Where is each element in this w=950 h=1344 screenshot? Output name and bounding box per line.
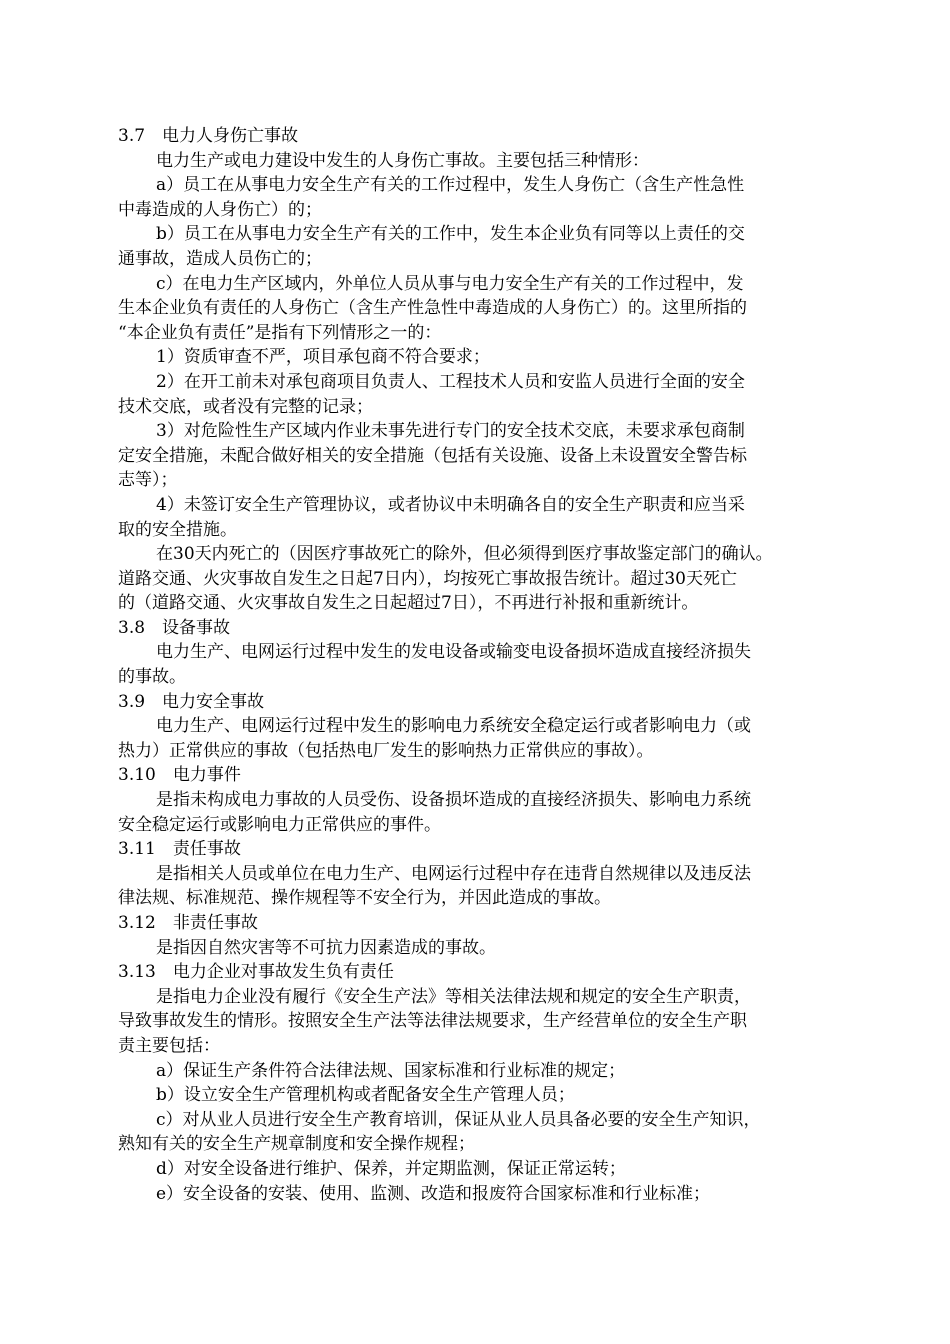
text-line: 电力生产或电力建设中发生的人身伤亡事故。主要包括三种情形： bbox=[156, 150, 649, 171]
text-line: b）员工在从事电力安全生产有关的工作中，发生本企业负有同等以上责任的交 bbox=[156, 224, 745, 245]
text-line: 通事故，造成人员伤亡的； bbox=[118, 248, 322, 269]
text-line: 律法规、标准规范、操作规程等不安全行为，并因此造成的事故。 bbox=[118, 888, 611, 909]
text-line: 定安全措施，未配合做好相关的安全措施（包括有关设施、设备上未设置安全警告标 bbox=[118, 445, 747, 466]
text-line: 热力）正常供应的事故（包括热电厂发生的影响热力正常供应的事故）。 bbox=[118, 740, 654, 761]
section-heading: 3.8 设备事故 bbox=[118, 617, 231, 638]
document-body bbox=[118, 124, 843, 1206]
text-line: 在30天内死亡的（因医疗事故死亡的除外，但必须得到医疗事故鉴定部门的确认。 bbox=[156, 544, 773, 565]
section-heading: 3.7 电力人身伤亡事故 bbox=[118, 126, 299, 146]
text-line: 电力生产、电网运行过程中发生的发电设备或输变电设备损坏造成直接经济损失 bbox=[156, 642, 751, 663]
text-line: 中毒造成的人身伤亡）的； bbox=[118, 199, 322, 220]
text-line: b）设立安全生产管理机构或者配备安全生产管理人员； bbox=[156, 1085, 575, 1106]
text-line: 导致事故发生的情形。按照安全生产法等法律法规要求，生产经营单位的安全生产职 bbox=[118, 1011, 747, 1032]
text-line: 安全稳定运行或影响电力正常供应的事件。 bbox=[118, 814, 441, 835]
text-line: 1）资质审查不严，项目承包商不符合要求； bbox=[156, 347, 490, 368]
text-line: 志等）； bbox=[118, 470, 178, 491]
text-line: 是指相关人员或单位在电力生产、电网运行过程中存在违背自然规律以及违反法 bbox=[156, 863, 751, 884]
section-heading: 3.11 责任事故 bbox=[118, 839, 241, 860]
text-line: 取的安全措施。 bbox=[118, 519, 237, 540]
text-line: c）对从业人员进行安全生产教育培训，保证从业人员具备必要的安全生产知识， bbox=[156, 1109, 761, 1130]
text-line: a）保证生产条件符合法律法规、国家标准和行业标准的规定； bbox=[156, 1060, 626, 1081]
section-heading: 3.9 电力安全事故 bbox=[118, 691, 265, 712]
text-line: 技术交底，或者没有完整的记录； bbox=[118, 396, 373, 417]
section-heading: 3.10 电力事件 bbox=[118, 765, 241, 786]
text-line: c）在电力生产区域内，外单位人员从事与电力安全生产有关的工作过程中，发 bbox=[156, 273, 744, 294]
text-line: a）员工在从事电力安全生产有关的工作过程中，发生人身伤亡（含生产性急性 bbox=[156, 175, 745, 196]
section-heading: 3.13 电力企业对事故发生负有责任 bbox=[118, 962, 394, 983]
text-line: 3）对危险性生产区域内作业未事先进行专门的安全技术交底，未要求承包商制 bbox=[156, 421, 745, 442]
text-line: 4）未签订安全生产管理协议，或者协议中未明确各自的安全生产职责和应当采 bbox=[156, 494, 745, 515]
text-line: 是指电力企业没有履行《安全生产法》等相关法律法规和规定的安全生产职责， bbox=[156, 986, 751, 1007]
section-heading: 3.12 非责任事故 bbox=[118, 913, 258, 933]
text-line: 是指未构成电力事故的人员受伤、设备损坏造成的直接经济损失、影响电力系统 bbox=[156, 790, 751, 811]
text-line: 2）在开工前未对承包商项目负责人、工程技术人员和安监人员进行全面的安全 bbox=[156, 371, 745, 392]
text-line: 的事故。 bbox=[118, 667, 186, 688]
text-line: 是指因自然灾害等不可抗力因素造成的事故。 bbox=[156, 937, 496, 958]
text-line: 熟知有关的安全生产规章制度和安全操作规程； bbox=[118, 1134, 475, 1155]
text-line: 电力生产、电网运行过程中发生的影响电力系统安全稳定运行或者影响电力（或 bbox=[156, 716, 751, 737]
text-line: d）对安全设备进行维护、保养，并定期监测，保证正常运转； bbox=[156, 1158, 626, 1179]
text-line: 责主要包括： bbox=[118, 1035, 220, 1056]
text-line: 的（道路交通、火灾事故自发生之日起超过7日），不再进行补报和重新统计。 bbox=[118, 593, 699, 614]
document-page bbox=[118, 124, 843, 1206]
text-line: 道路交通、火灾事故自发生之日起7日内），均按死亡事故报告统计。超过30天死亡 bbox=[118, 568, 737, 589]
text-line: e）安全设备的安装、使用、监测、改造和报废符合国家标准和行业标准； bbox=[156, 1183, 711, 1204]
text-line: “本企业负有责任”是指有下列情形之一的： bbox=[118, 322, 442, 343]
text-line: 生本企业负有责任的人身伤亡（含生产性急性中毒造成的人身伤亡）的。这里所指的 bbox=[118, 298, 747, 319]
